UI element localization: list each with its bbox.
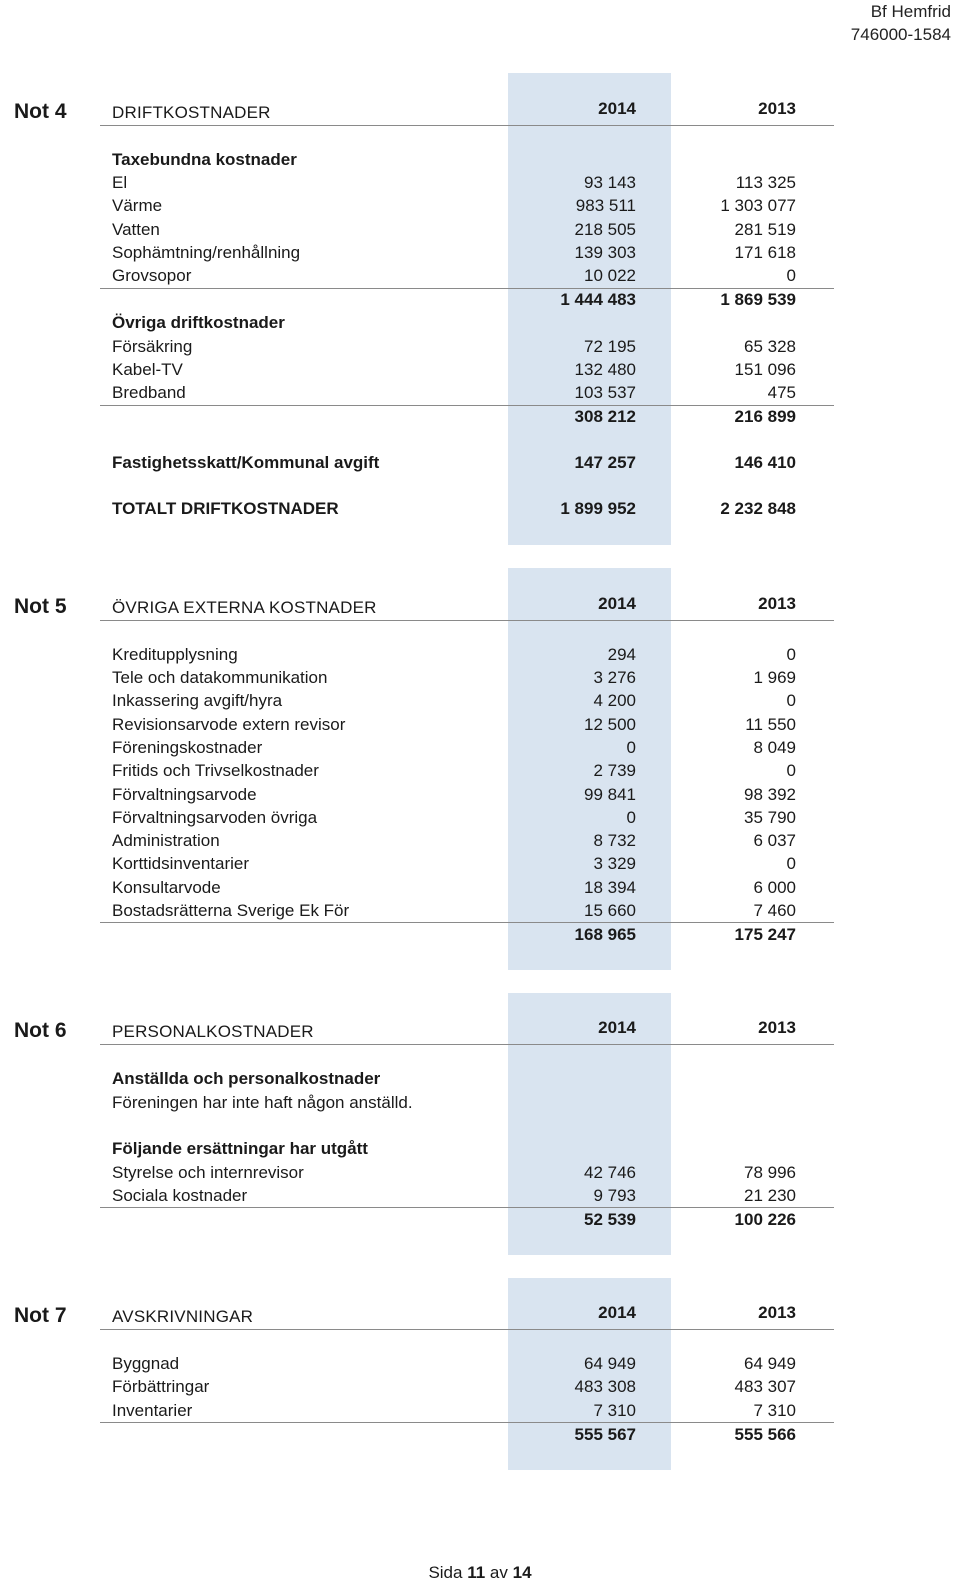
- row-value-2014: 294: [607, 645, 636, 664]
- row-value-2013: 0: [786, 645, 796, 664]
- row-value-2013: 171 618: [734, 243, 796, 262]
- divider: [100, 922, 834, 923]
- subtotal-2014: 555 567: [574, 1425, 636, 1444]
- fastighetsskatt-2013: 146 410: [734, 453, 796, 472]
- year-2014-header: 2014: [598, 1018, 636, 1037]
- row-label: Styrelse och internrevisor: [112, 1163, 304, 1182]
- row-value-2014: 12 500: [584, 715, 636, 734]
- row-value-2013: 7 460: [753, 901, 796, 920]
- row-label: Grovsopor: [112, 266, 192, 285]
- row-value-2014: 72 195: [584, 337, 636, 356]
- row-value-2013: 7 310: [753, 1401, 796, 1420]
- row-value-2014: 9 793: [593, 1186, 636, 1205]
- row-label: Försäkring: [112, 337, 193, 356]
- row-label: Fritids och Trivselkostnader: [112, 761, 319, 780]
- row-value-2013: 1 969: [753, 668, 796, 687]
- subtotal-2014: 168 965: [574, 925, 636, 944]
- note-title: ÖVRIGA EXTERNA KOSTNADER: [112, 598, 377, 617]
- row-label: Tele och datakommunikation: [112, 668, 328, 687]
- row-value-2014: 3 276: [593, 668, 636, 687]
- row-value-2013: 0: [786, 854, 796, 873]
- row-value-2013: 151 096: [734, 360, 796, 379]
- note-label: Not 5: [14, 595, 67, 618]
- page-number: 11: [467, 1563, 486, 1582]
- row-value-2013: 65 328: [744, 337, 796, 356]
- row-value-2014: 2 739: [593, 761, 636, 780]
- page-sep: av: [489, 1563, 508, 1582]
- year-2013-header: 2013: [758, 99, 796, 118]
- row-label: Korttidsinventarier: [112, 854, 250, 873]
- row-value-2014: 42 746: [584, 1163, 636, 1182]
- row-value-2014: 0: [626, 738, 636, 757]
- year-2013-header: 2013: [758, 1303, 796, 1322]
- row-value-2014: 64 949: [584, 1354, 636, 1373]
- row-label: Förbättringar: [112, 1377, 210, 1396]
- subtotal-2013: 216 899: [734, 407, 796, 426]
- row-value-2014: 3 329: [593, 854, 636, 873]
- row-label: Förvaltningsarvoden övriga: [112, 808, 318, 827]
- company-name: Bf Hemfrid: [870, 2, 951, 21]
- row-value-2013: 35 790: [744, 808, 796, 827]
- divider: [100, 125, 834, 126]
- year-2014-header: 2014: [598, 594, 636, 613]
- row-value-2013: 475: [767, 383, 796, 402]
- fastighetsskatt-2014: 147 257: [574, 453, 636, 472]
- year-2013-header: 2013: [758, 594, 796, 613]
- subheading: Följande ersättningar har utgått: [112, 1139, 368, 1158]
- row-label: Kabel-TV: [112, 360, 183, 379]
- row-label: Föreningskostnader: [112, 738, 263, 757]
- row-value-2014: 4 200: [593, 691, 636, 710]
- row-value-2014: 93 143: [584, 173, 636, 192]
- note-title: DRIFTKOSTNADER: [112, 103, 271, 122]
- group-heading: Taxebundna kostnader: [112, 150, 297, 169]
- row-value-2014: 8 732: [593, 831, 636, 850]
- divider: [100, 1207, 834, 1208]
- row-value-2014: 103 537: [574, 383, 636, 402]
- fastighetsskatt-label: Fastighetsskatt/Kommunal avgift: [112, 453, 380, 472]
- row-label: Administration: [112, 831, 220, 850]
- info-text: Föreningen har inte haft någon anställd.: [112, 1093, 413, 1112]
- row-value-2013: 113 325: [735, 173, 796, 192]
- row-label: Värme: [112, 196, 163, 215]
- row-label: Inkassering avgift/hyra: [112, 691, 283, 710]
- row-value-2013: 98 392: [744, 785, 796, 804]
- document-header: [851, 0, 951, 46]
- row-value-2013: 0: [786, 761, 796, 780]
- year-2014-header: 2014: [598, 1303, 636, 1322]
- row-label: Byggnad: [112, 1354, 180, 1373]
- total-2014: 1 899 952: [560, 499, 636, 518]
- row-label: Revisionsarvode extern revisor: [112, 715, 346, 734]
- row-value-2013: 64 949: [744, 1354, 796, 1373]
- row-label: El: [112, 173, 128, 192]
- divider: [100, 1422, 834, 1423]
- row-label: Sociala kostnader: [112, 1186, 248, 1205]
- row-label: Vatten: [112, 220, 160, 239]
- row-value-2014: 483 308: [574, 1377, 636, 1396]
- subtotal-2013: 175 247: [734, 925, 796, 944]
- row-value-2013: 11 550: [745, 715, 796, 734]
- page-total: 14: [512, 1563, 532, 1582]
- row-label: Kreditupplysning: [112, 645, 238, 664]
- row-value-2014: 18 394: [584, 878, 636, 897]
- row-value-2013: 8 049: [753, 738, 796, 757]
- year-2014-header: 2014: [598, 99, 636, 118]
- row-value-2014: 139 303: [574, 243, 636, 262]
- row-value-2014: 132 480: [574, 360, 636, 379]
- row-value-2013: 21 230: [744, 1186, 796, 1205]
- row-label: Sophämtning/renhållning: [112, 243, 301, 262]
- page-prefix: Sida: [428, 1563, 463, 1582]
- row-value-2014: 7 310: [593, 1401, 636, 1420]
- divider: [100, 1329, 834, 1330]
- note-label: Not 4: [14, 100, 67, 123]
- subtotal-2013: 100 226: [734, 1210, 796, 1229]
- row-label: Förvaltningsarvode: [112, 785, 257, 804]
- row-value-2014: 218 505: [574, 220, 636, 239]
- subtotal-2014: 1 444 483: [560, 290, 636, 309]
- row-label: Bredband: [112, 383, 186, 402]
- row-value-2014: 10 022: [584, 266, 636, 285]
- row-label: Konsultarvode: [112, 878, 221, 897]
- group-heading: Övriga driftkostnader: [112, 313, 285, 332]
- note-title: AVSKRIVNINGAR: [112, 1307, 254, 1326]
- divider: [100, 620, 834, 621]
- row-value-2013: 0: [786, 266, 796, 285]
- row-label: Bostadsrätterna Sverige Ek För: [112, 901, 350, 920]
- subtotal-2014: 52 539: [584, 1210, 636, 1229]
- subheading: Anställda och personalkostnader: [112, 1069, 381, 1088]
- note-label: Not 7: [14, 1304, 67, 1327]
- divider: [100, 1044, 834, 1045]
- row-value-2013: 0: [786, 691, 796, 710]
- row-value-2013: 483 307: [734, 1377, 796, 1396]
- row-value-2013: 6 037: [753, 831, 796, 850]
- row-value-2014: 15 660: [584, 901, 636, 920]
- note-label: Not 6: [14, 1019, 67, 1042]
- org-number: 746000-1584: [850, 25, 951, 44]
- note-title: PERSONALKOSTNADER: [112, 1022, 314, 1041]
- row-value-2013: 1 303 077: [720, 196, 796, 215]
- row-label: Inventarier: [112, 1401, 193, 1420]
- total-label: TOTALT DRIFTKOSTNADER: [112, 499, 339, 518]
- row-value-2014: 983 511: [575, 196, 636, 215]
- page-footer: [0, 1562, 960, 1584]
- subtotal-2014: 308 212: [574, 407, 636, 426]
- row-value-2013: 281 519: [734, 220, 796, 239]
- subtotal-2013: 555 566: [734, 1425, 796, 1444]
- year-2013-header: 2013: [758, 1018, 796, 1037]
- subtotal-2013: 1 869 539: [720, 290, 796, 309]
- row-value-2013: 6 000: [753, 878, 796, 897]
- row-value-2014: 0: [626, 808, 636, 827]
- row-value-2013: 78 996: [744, 1163, 796, 1182]
- total-2013: 2 232 848: [720, 499, 796, 518]
- row-value-2014: 99 841: [584, 785, 636, 804]
